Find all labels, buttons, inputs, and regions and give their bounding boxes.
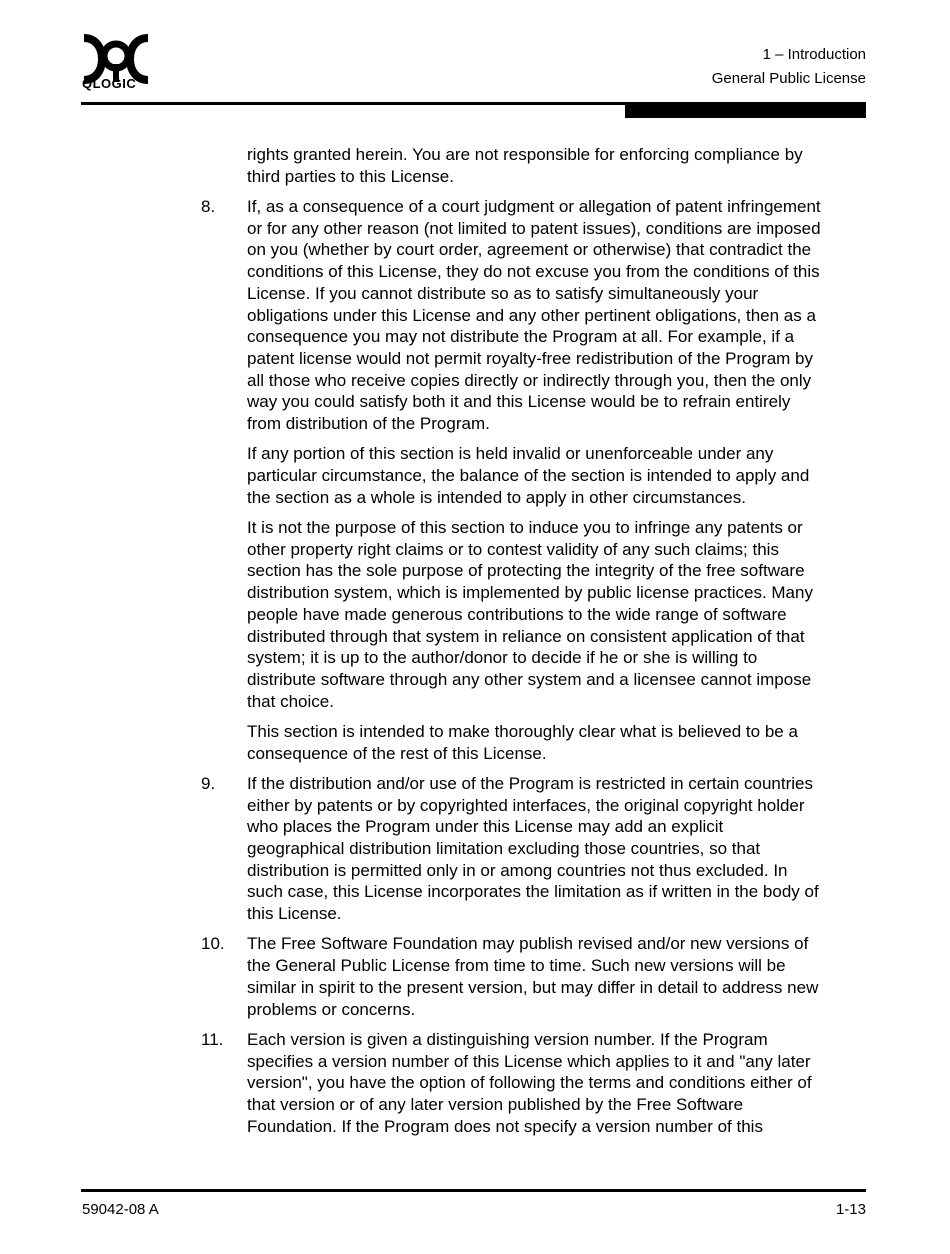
paragraph: The Free Software Foundation may publish revised and/or new versions of the General Public License from time to time. Such new versions will be similar in spirit to the present version, but may differ in detail to address new problems or concerns. (247, 934, 819, 1019)
list-item (201, 933, 866, 1020)
paragraph: If the distribution and/or use of the Program is restricted in certain countries either by patents or by copyrighted interfaces, the original copyright holder who places the Program under this License may add an explicit geographical distribution limitation excluding those countries, so that distribution is permitted only in or among countries not thus excluded. In such case, this License incorporates the limitation as if written in the body of this License. (247, 773, 819, 924)
list-number: 9. (201, 773, 216, 793)
paragraph: rights granted herein. You are not responsible for enforcing compliance by third parties to this License. (247, 145, 803, 186)
paragraph: If any portion of this section is held invalid or unenforceable under any particular circumstance, the balance of the section is intended to apply and the section as a whole is intended to apply in other circumstances. (247, 444, 810, 507)
footer-doc-number: 59042-08 A (82, 1201, 159, 1218)
paragraph: It is not the purpose of this section to induce you to infringe any patents or other property right claims or to contest validity of any such claims; this section has the sole purpose of protecting the integrity of the free software distribution system, which is implemented by public license practices. Many people have made generous contributions to the wide range of software distributed through that system in reliance on consistent application of that system; it is up to the author/donor to decide if he or she is willing to distribute software through any other system and a licensee cannot impose that choice. (247, 518, 813, 711)
continued-paragraph (201, 144, 866, 187)
list-item (201, 1029, 866, 1138)
logo-text: QLOGIC (82, 76, 137, 91)
list-item (201, 196, 866, 764)
footer-rule (81, 1189, 866, 1192)
list-number: 8. (201, 197, 216, 216)
header-chapter: 1 – Introduction (762, 46, 866, 63)
header-section: General Public License (711, 70, 866, 87)
document-body (201, 144, 866, 1146)
header-tab-bar (625, 103, 866, 118)
list-number: 11. (201, 1029, 224, 1049)
footer-page-number: 1-13 (835, 1201, 866, 1218)
list-item (201, 773, 866, 925)
paragraph: If, as a consequence of a court judgment or allegation of patent infringement or for any other reason (not limited to patent issues), conditions are imposed on you (whether by court order, agreement or otherwise) that contradict the conditions of this License, they do not excuse you from the conditions of this License. If you cannot distribute so as to satisfy simultaneously your obligations under this License and any other pertinent obligations, then as a consequence you may not distribute the Program at all. For example, if a patent license would not permit royalty-free redistribution of the Program by all those who receive copies directly or indirectly through you, then the only way you could satisfy both it and this License would be to refrain entirely from distribution of the Program. (247, 197, 821, 434)
list-number: 10. (201, 934, 225, 954)
paragraph: This section is intended to make thoroughly clear what is believed to be a consequence of the rest of this License. (247, 721, 798, 763)
paragraph: Each version is given a distinguishing version number. If the Program specifies a version number of this License which applies to it and "any later version", you have the option of following the terms and conditions either of that version or of any later version published by the Free Software Foundation. If the Program does not specify a version number of this (247, 1029, 812, 1136)
